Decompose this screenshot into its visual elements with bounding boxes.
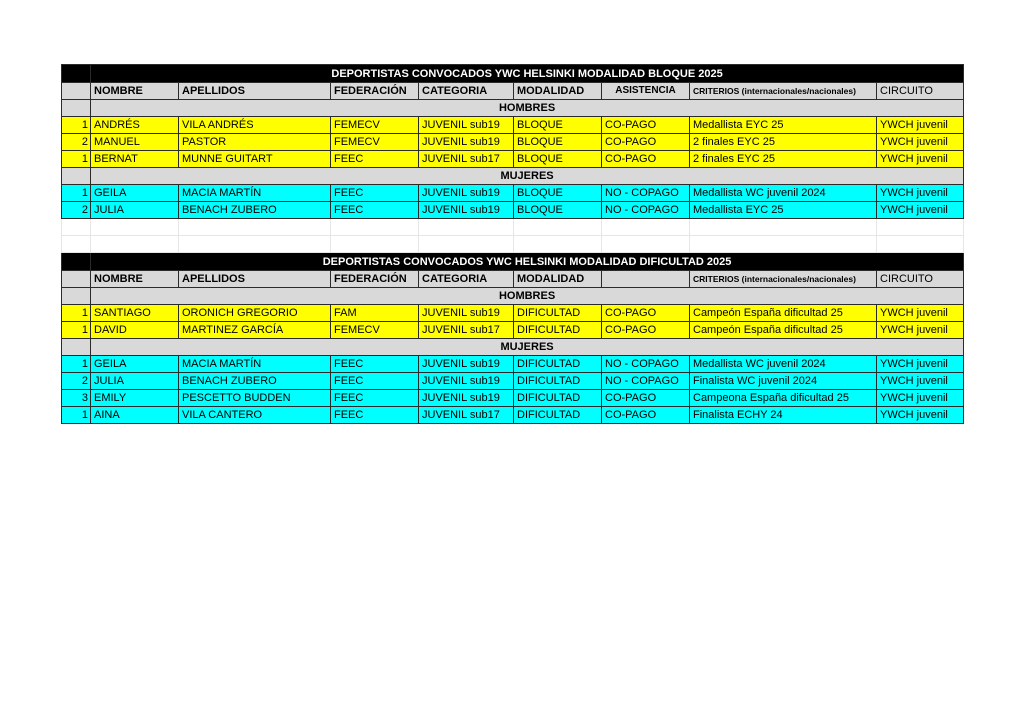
bloque-table	[62, 65, 964, 253]
col-criterios: CRITERIOS (internacionales/nacionales)	[690, 83, 877, 100]
table-row: 1 ANDRÉS VILA ANDRÉS FEMECV JUVENIL sub19 BLOQUE CO-PAGO Medallista EYC 25 YWCH juvenil	[62, 117, 964, 134]
col-categoria: CATEGORIA	[419, 271, 514, 288]
header-row	[62, 83, 964, 100]
col-circuito: CIRCUITO	[877, 271, 964, 288]
col-asistencia: ASISTENCIA	[602, 83, 690, 100]
table-row: 2 MANUEL PASTOR FEMECV JUVENIL sub19 BLOQUE CO-PAGO 2 finales EYC 25 YWCH juvenil	[62, 134, 964, 151]
section-row-hombres	[62, 288, 964, 305]
spreadsheet	[61, 64, 963, 424]
col-federacion: FEDERACIÓN	[331, 83, 419, 100]
col-nombre: NOMBRE	[91, 271, 179, 288]
header-row	[62, 271, 964, 288]
table-row: 1 SANTIAGO ORONICH GREGORIO FAM JUVENIL sub19 DIFICULTAD CO-PAGO Campeón España dificultad 25 YWCH juvenil	[62, 305, 964, 322]
table-row: 1 DAVID MARTINEZ GARCÍA FEMECV JUVENIL sub17 DIFICULTAD CO-PAGO Campeón España dificultad 25 YWCH juvenil	[62, 322, 964, 339]
table-row: 2 JULIA BENACH ZUBERO FEEC JUVENIL sub19 BLOQUE NO - COPAGO Medallista EYC 25 YWCH juvenil	[62, 202, 964, 219]
table-row: 1 BERNAT MUNNE GUITART FEEC JUVENIL sub17 BLOQUE CO-PAGO 2 finales EYC 25 YWCH juvenil	[62, 151, 964, 168]
col-modalidad: MODALIDAD	[514, 271, 602, 288]
section-label: HOMBRES	[91, 100, 964, 117]
section-label: MUJERES	[91, 339, 964, 356]
col-apellidos: APELLIDOS	[179, 271, 331, 288]
empty-row	[62, 219, 964, 236]
col-circuito: CIRCUITO	[877, 83, 964, 100]
col-federacion: FEDERACIÓN	[331, 271, 419, 288]
table-row: 1 AINA VILA CANTERO FEEC JUVENIL sub17 DIFICULTAD CO-PAGO Finalista ECHY 24 YWCH juvenil	[62, 407, 964, 424]
col-categoria: CATEGORIA	[419, 83, 514, 100]
table-row: 2 JULIA BENACH ZUBERO FEEC JUVENIL sub19 DIFICULTAD NO - COPAGO Finalista WC juvenil 2024 YWCH juvenil	[62, 373, 964, 390]
table-row: 3 EMILY PESCETTO BUDDEN FEEC JUVENIL sub19 DIFICULTAD CO-PAGO Campeona España dificultad 25 YWCH juvenil	[62, 390, 964, 407]
table-title-row	[62, 253, 964, 271]
section-label: MUJERES	[91, 168, 964, 185]
col-criterios: CRITERIOS (internacionales/nacionales)	[690, 271, 877, 288]
section-row-hombres	[62, 100, 964, 117]
table-title-row	[62, 65, 964, 83]
section-row-mujeres	[62, 339, 964, 356]
table-row: 1 GEILA MACIA MARTÍN FEEC JUVENIL sub19 DIFICULTAD NO - COPAGO Medallista WC juvenil 2024 YWCH juvenil	[62, 356, 964, 373]
col-apellidos: APELLIDOS	[179, 83, 331, 100]
col-modalidad: MODALIDAD	[514, 83, 602, 100]
dificultad-table	[62, 253, 964, 424]
col-asistencia	[602, 271, 690, 288]
table-title: DEPORTISTAS CONVOCADOS YWC HELSINKI MODALIDAD DIFICULTAD 2025	[91, 253, 964, 271]
section-label: HOMBRES	[91, 288, 964, 305]
convocatoria-table	[61, 64, 964, 424]
empty-row	[62, 236, 964, 253]
table-title: DEPORTISTAS CONVOCADOS YWC HELSINKI MODALIDAD BLOQUE 2025	[91, 65, 964, 83]
table-row: 1 GEILA MACIA MARTÍN FEEC JUVENIL sub19 BLOQUE NO - COPAGO Medallista WC juvenil 2024 YWCH juvenil	[62, 185, 964, 202]
col-nombre: NOMBRE	[91, 83, 179, 100]
section-row-mujeres	[62, 168, 964, 185]
